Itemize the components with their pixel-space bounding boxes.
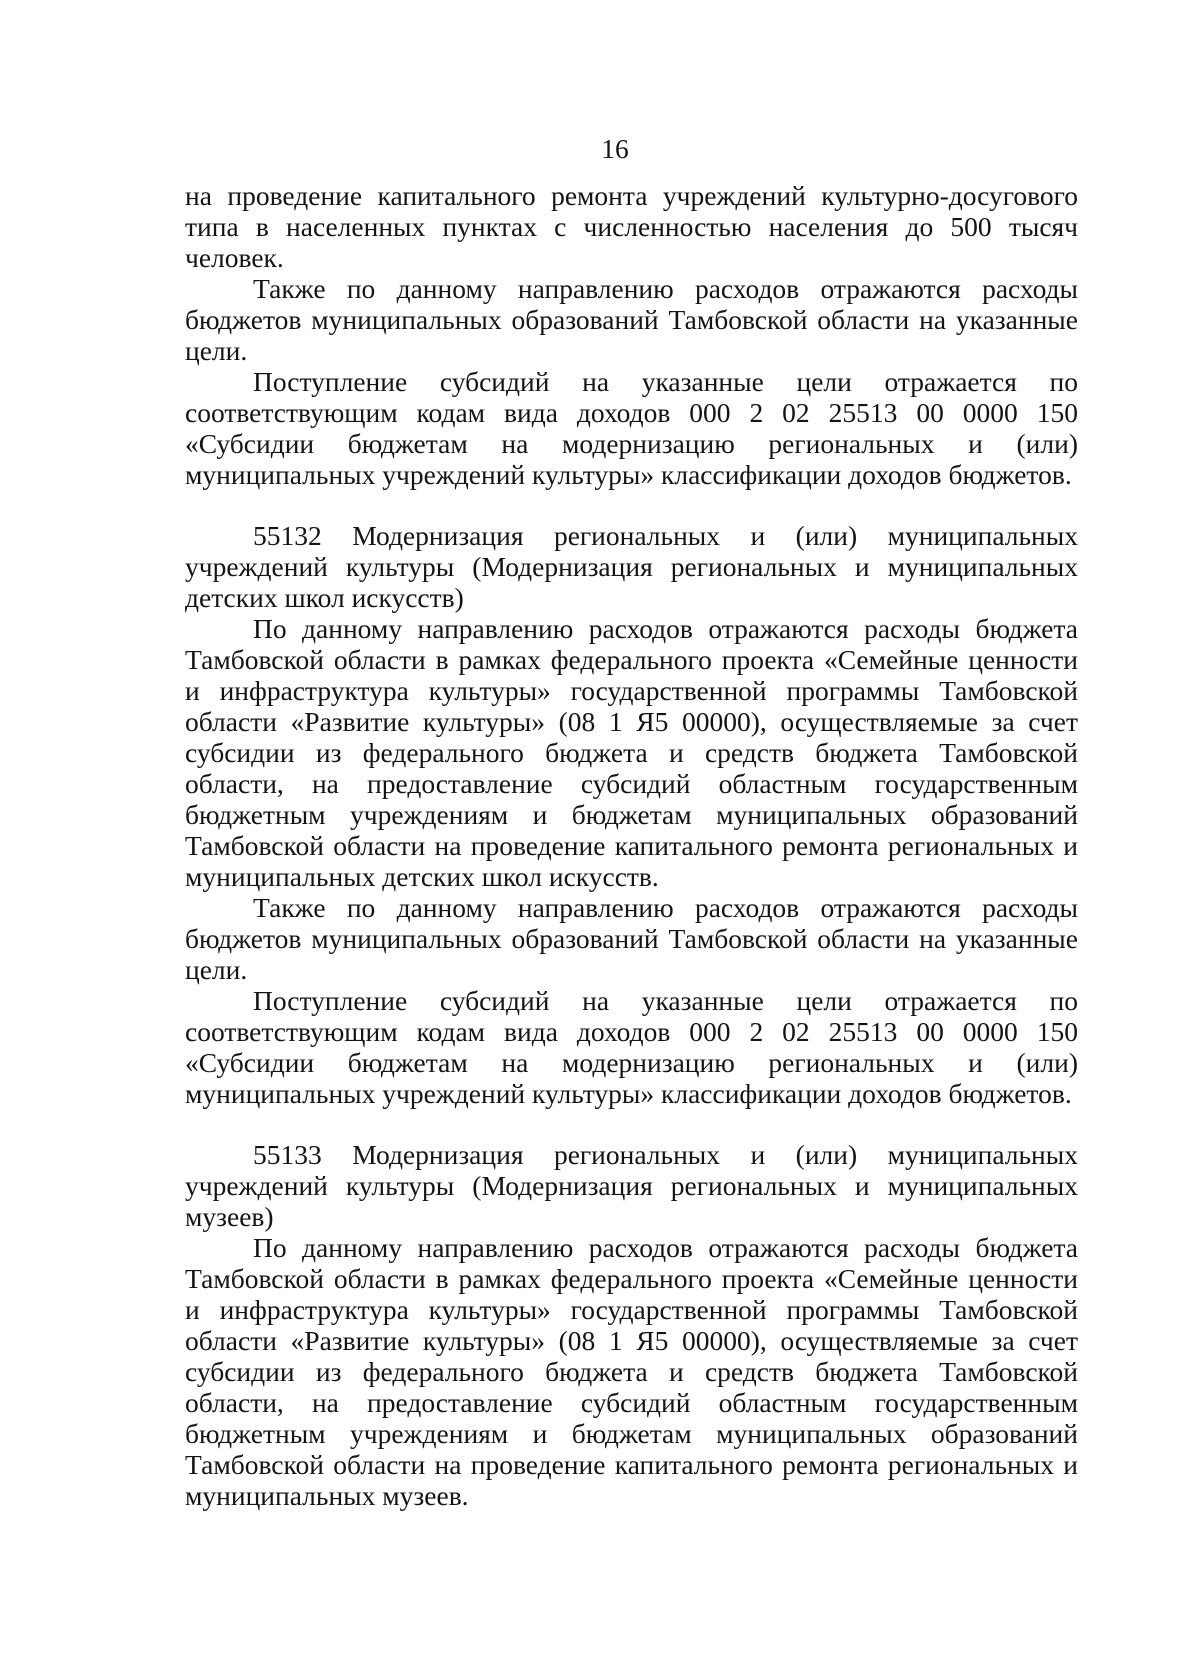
paragraph: Также по данному направлению расходов отражаются расходы бюджетов муниципальных образований Тамбовской области на указанные цели.	[185, 892, 1078, 985]
paragraph: По данному направлению расходов отражаются расходы бюджета Тамбовской области в рамках федерального проекта «Семейные ценности и инфраструктура культуры» государственной программы Тамбовской области «Развитие культуры» (08 1 Я5 00000), осуществляемые за счет субсидии из федерального бюджета и средств бюджета Тамбовской области, на предоставление субсидий областным государственным бюджетным учреждениям и бюджетам муниципальных образований Тамбовской области на проведение капитального ремонта региональных и муниципальных детских школ искусств.	[185, 613, 1078, 892]
document-body	[185, 180, 1078, 1511]
section-heading-55133: 55133 Модернизация региональных и (или) муниципальных учреждений культуры (Модернизация региональных и муниципальных музеев)	[185, 1139, 1078, 1232]
paragraph-continuation: на проведение капитального ремонта учреждений культурно-досугового типа в населенных пунктах с численностью населения до 500 тысяч человек.	[185, 180, 1078, 273]
paragraph: Также по данному направлению расходов отражаются расходы бюджетов муниципальных образований Тамбовской области на указанные цели.	[185, 273, 1078, 366]
paragraph: Поступление субсидий на указанные цели отражается по соответствующим кодам вида доходов 000 2 02 25513 00 0000 150 «Субсидии бюджетам на модернизацию региональных и (или) муниципальных учреждений культуры» классификации доходов бюджетов.	[185, 985, 1078, 1109]
section-heading-55132: 55132 Модернизация региональных и (или) муниципальных учреждений культуры (Модернизация региональных и муниципальных детских школ искусств)	[185, 520, 1078, 613]
page-number: 16	[601, 133, 629, 164]
paragraph: Поступление субсидий на указанные цели отражается по соответствующим кодам вида доходов 000 2 02 25513 00 0000 150 «Субсидии бюджетам на модернизацию региональных и (или) муниципальных учреждений культуры» классификации доходов бюджетов.	[185, 366, 1078, 490]
paragraph: По данному направлению расходов отражаются расходы бюджета Тамбовской области в рамках федерального проекта «Семейные ценности и инфраструктура культуры» государственной программы Тамбовской области «Развитие культуры» (08 1 Я5 00000), осуществляемые за счет субсидии из федерального бюджета и средств бюджета Тамбовской области, на предоставление субсидий областным государственным бюджетным учреждениям и бюджетам муниципальных образований Тамбовской области на проведение капитального ремонта региональных и муниципальных музеев.	[185, 1232, 1078, 1511]
